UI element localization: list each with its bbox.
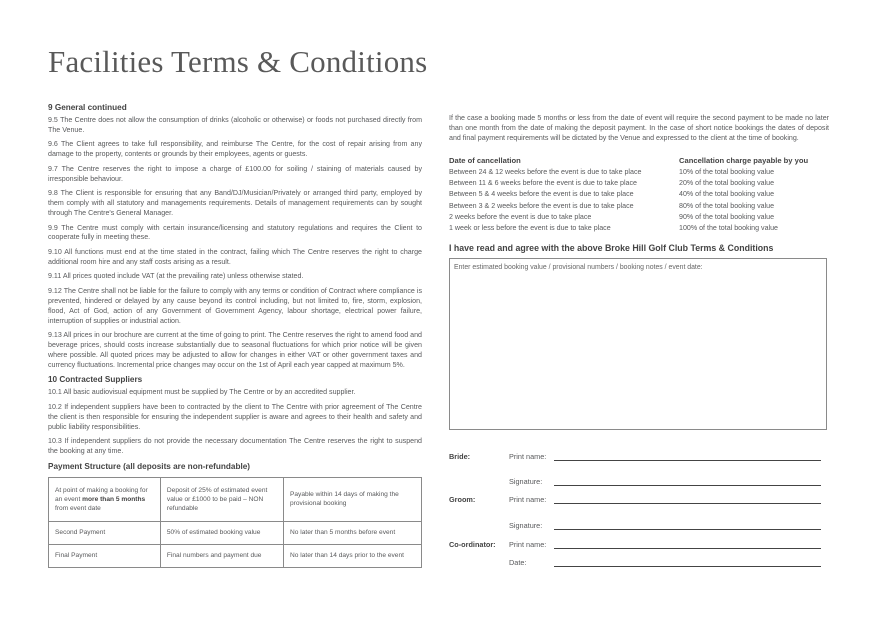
bride-label: Bride: — [449, 452, 471, 461]
agreement-heading: I have read and agree with the above Broke Hill Golf Club Terms & Conditions — [449, 243, 774, 254]
cancellation-table — [449, 155, 859, 234]
cancel-charge-header: Cancellation charge payable by you — [679, 155, 809, 165]
clause-9-13: 9.13 All prices in our brochure are current at the time of going to print. The Centre reserves the right to amend food and beverage prices, should costs increase substantially due to seasonal fluctuations for which prior notice will be given where possible. All quoted prices may be adjusted to allow for changes in either VAT or other government taxes and currency fluctuations. Incremental price changes may occur on the 1st of April each year capped at maximum 5%. — [48, 331, 422, 369]
coordinator-print-name-field[interactable] — [554, 540, 821, 549]
cancel-charge: 90% of the total booking value — [679, 212, 775, 221]
cancel-period: 1 week or less before the event is due to take place — [449, 223, 611, 232]
table-cell: Final numbers and payment due — [160, 544, 283, 567]
clause-9-6: 9.6 The Client agrees to take full responsibility, and reimburse The Centre, for the cost of repair arising from any damage to the property, contents or grounds by their employees, agents or guests. — [48, 140, 422, 159]
table-cell: Second Payment — [49, 521, 161, 544]
cancel-period: Between 5 & 4 weeks before the event is due to take place — [449, 190, 634, 199]
table-cell: Final Payment — [49, 544, 161, 567]
print-name-label: Print name: — [509, 452, 547, 461]
cancel-charge: 80% of the total booking value — [679, 201, 775, 210]
right-column — [449, 114, 829, 430]
cancel-charge: 100% of the total booking value — [679, 223, 778, 232]
groom-print-name-field[interactable] — [554, 495, 821, 504]
page-title: Facilities Terms & Conditions — [48, 44, 428, 79]
groom-label: Groom: — [449, 495, 476, 504]
coordinator-label: Co-ordinator: — [449, 540, 496, 549]
date-label: Date: — [509, 558, 527, 567]
clause-9-11: 9.11 All prices quoted include VAT (at the prevailing rate) unless otherwise stated. — [48, 272, 304, 281]
booking-notes-placeholder: Enter estimated booking value / provisional numbers / booking notes / event date: — [454, 264, 703, 272]
table-header-row — [449, 155, 859, 167]
clause-9-9: 9.9 The Centre must comply with certain insurance/licensing and statutory regulations and requires the Client to cooperate fully in meeting these. — [48, 223, 422, 242]
left-column — [48, 103, 422, 568]
cancel-period: 2 weeks before the event is due to take place — [449, 212, 592, 221]
table-row — [449, 178, 859, 189]
booking-intro-text: If the case a booking made 5 months or less from the date of event will require the second payment to be made no later than one month from the date of making the deposit payment. In the case of short notice bookings the dates of deposit and final payment requirements will be dictated by the Venue and expressed to the client at the time of booking. — [449, 114, 829, 142]
clause-9-7: 9.7 The Centre reserves the right to impose a charge of £100.00 for soiling / staining of materials caused by irresponsible behaviour. — [48, 164, 422, 183]
table-row — [49, 477, 422, 521]
table-row — [449, 167, 859, 178]
payment-structure-heading: Payment Structure (all deposits are non-refundable) — [48, 461, 250, 471]
table-row — [49, 544, 422, 567]
cancel-charge: 10% of the total booking value — [679, 167, 775, 176]
section-10-heading: 10 Contracted Suppliers — [48, 375, 143, 385]
table-row — [449, 223, 859, 234]
table-cell: No later than 5 months before event — [283, 521, 421, 544]
clause-10-1: 10.1 All basic audiovisual equipment must be supplied by The Centre or by an accredited supplier. — [48, 388, 356, 397]
clause-10-3: 10.3 If independent suppliers do not provide the necessary documentation The Centre reserves the right to suspend the booking at any time. — [48, 437, 422, 455]
clause-9-8: 9.8 The Client is responsible for ensuring that any Band/DJ/Musician/Privately or arranged third party, employed by them comply with all statutory and managements requirements. Details of management requirements can by sought through The Centre's General Manager. — [48, 189, 422, 218]
cancel-charge: 40% of the total booking value — [679, 190, 775, 199]
table-cell: 50% of estimated booking value — [160, 521, 283, 544]
table-cell: At point of making a booking for an event more than 5 months from event date — [49, 477, 161, 521]
signature-label: Signature: — [509, 477, 543, 486]
payment-table — [48, 477, 422, 568]
clause-9-12: 9.12 The Centre shall not be liable for the failure to comply with any terms or condition of Contract where compliance is prevented, hindered or delayed by any cause beyond its control including, but not limited to, fire, storm, explosion, flood, Act of God, action of any Government of Government Agency, labour shortage, electrical power failure, interruption of supplies or industrial action. — [48, 286, 422, 325]
table-row — [449, 212, 859, 223]
cancel-period: Between 24 & 12 weeks before the event is due to take place — [449, 167, 642, 176]
table-row — [449, 189, 859, 200]
print-name-label: Print name: — [509, 540, 547, 549]
cancel-period: Between 3 & 2 weeks before the event is due to take place — [449, 201, 634, 210]
table-cell: No later than 14 days prior to the event — [283, 544, 421, 567]
clause-10-2: 10.2 If independent suppliers have been to contracted by the client to The Centre with prior agreement of The Centre the client is then responsible for ensuring the independent supplier is aware and agrees to their health and safety and public liability responsibilities. — [48, 402, 422, 431]
bride-print-name-field[interactable] — [554, 452, 821, 461]
groom-signature-field[interactable] — [554, 521, 821, 530]
clause-9-10: 9.10 All functions must end at the time stated in the contract, failing which The Centre reserves the right to charge additional room hire and any staff costs arising as a result. — [48, 247, 422, 266]
table-cell: Payable within 14 days of making the provisional booking — [283, 477, 421, 521]
print-name-label: Print name: — [509, 495, 547, 504]
section-9-heading: 9 General continued — [48, 103, 127, 112]
coordinator-date-field[interactable] — [554, 558, 821, 567]
signature-label: Signature: — [509, 521, 543, 530]
table-cell: Deposit of 25% of estimated event value or £1000 to be paid – NON refundable — [160, 477, 283, 521]
cancel-date-header: Date of cancellation — [449, 155, 521, 165]
table-row — [449, 201, 859, 212]
clause-9-5: 9.5 The Centre does not allow the consumption of drinks (alcoholic or otherwise) or foods not purchased directly from The Venue. — [48, 116, 422, 134]
bride-signature-field[interactable] — [554, 477, 821, 486]
booking-notes-field[interactable] — [449, 258, 827, 430]
table-row — [49, 521, 422, 544]
cancel-period: Between 11 & 6 weeks before the event is due to take place — [449, 179, 637, 188]
cancel-charge: 20% of the total booking value — [679, 179, 775, 188]
